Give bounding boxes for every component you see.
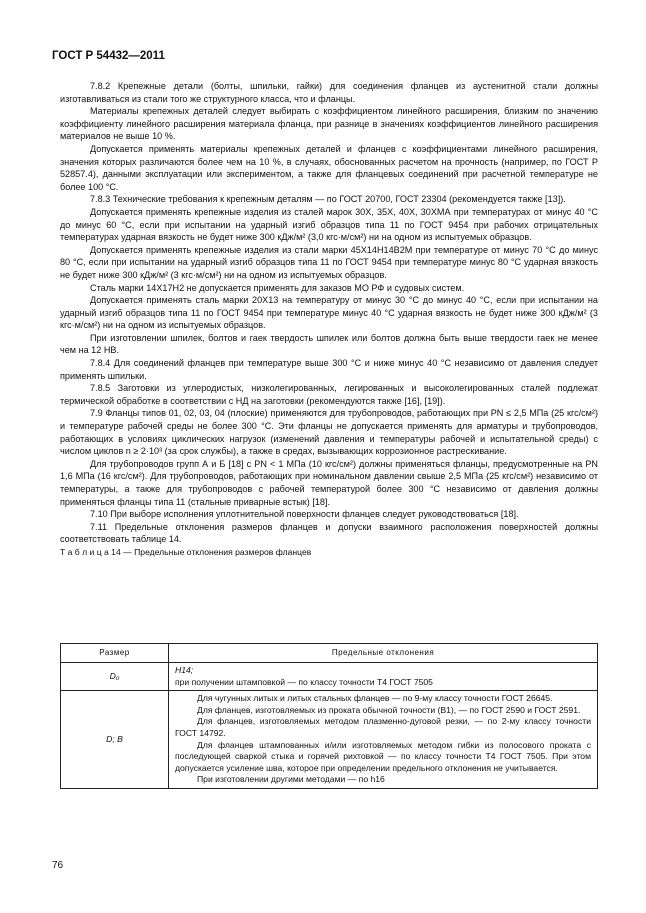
- paragraph: Допускается применять крепежные изделия из сталей марок 30Х, 35Х, 40Х, 30ХМА при температурах от минус 40 °С до минус 60 °С, если при испытании на ударный изгиб образцов типа 11 по ГОСТ 9454 при рабочих отрицательных температурах ударная вязкость не будет ниже 300 кДж/м² (3,0 кгс·м/см²) ни на одном из испытуемых образцов.: [60, 206, 598, 243]
- column-header-deviations: Предельные отклонения: [169, 644, 598, 663]
- cell-line: Для чугунных литых и литых стальных фланцев — по 9-му классу точности ГОСТ 26645.: [197, 693, 553, 704]
- paragraph: Допускается применять сталь марки 20Х13 на температуру от минус 30 °С до минус 40 °С, если при испытании на ударный изгиб образцов типа 11 по ГОСТ 9454 при температуре минус 40 °С ударная вязкость не будет ниже 300 кДж/м² (3 кгс·м/см²) ни на одном из испытуемых образцов.: [60, 295, 598, 331]
- document-header: ГОСТ Р 54432—2011: [52, 50, 165, 62]
- cell-line: Для фланцев, изготовляемых методом плазменно-дуговой резки, — по 2-му классу точности ГОСТ 14792.: [175, 716, 591, 738]
- paragraph: 7.8.3 Технические требования к крепежным деталям — по ГОСТ 20700, ГОСТ 23304 (рекомендуется также [13]).: [90, 194, 566, 205]
- column-header-size: Размер: [61, 644, 169, 663]
- paragraph: Материалы крепежных деталей следует выбирать с коэффициентом линейного расширения, близким по значению коэффициенту линейного расширения материала фланца, при разнице в значениях коэффициентов линейного расширения материалов не выше 10 %.: [60, 106, 598, 142]
- cell-line: При изготовлении другими методами — по h16: [197, 774, 385, 785]
- paragraph: Для трубопроводов групп А и Б [18] с PN < 1 МПа (10 кгс/см²) должны применяться фланцы, предусмотренные на PN 1,6 МПа (16 кгс/см²). Для трубопроводов, работающих при номинальном давлении свыше 2,5 МПа (25 кгс/см²) независимо от температуры, а также для трубопроводов с рабочей температурой более 300 °С независимо от давления должны применяться фланцы типа 11 (стальные приварные встык) [18].: [60, 458, 598, 507]
- paragraph: 7.9 Фланцы типов 01, 02, 03, 04 (плоские) применяются для трубопроводов, работающих при PN ≤ 2,5 МПа (25 кгс/см²) и температуре рабочей среды не более 300 °С. Эти фланцы не допускается применять для арматуры и трубопроводов, работающих в условиях циклических нагрузок (изменений давления и температуры рабочей и испытательной среды) с числом циклов n ≥ 2·10³ (за срок службы), а также в средах, вызывающих коррозионное растрескивание.: [60, 408, 598, 457]
- cell-line: H14;: [175, 665, 194, 675]
- table-row: [61, 691, 598, 789]
- deviation-cell: [169, 691, 598, 789]
- table-caption: Т а б л и ц а 14 — Предельные отклонения размеров фланцев: [60, 546, 312, 557]
- size-cell: D; B: [61, 691, 169, 789]
- cell-line: при получении штамповкой — по классу точности Т4 ГОСТ 7505: [175, 676, 433, 687]
- size-cell: D₀: [61, 663, 169, 691]
- paragraph: 7.8.2 Крепежные детали (болты, шпильки, гайки) для соединения фланцев из аустенитной стали должны изготавливаться из стали того же структурного класса, что и фланцы.: [60, 81, 598, 104]
- cell-line: Для фланцев, изготовляемых из проката обычной точности (В1), — по ГОСТ 2590 и ГОСТ 2591.: [197, 704, 581, 715]
- table-row: [61, 663, 598, 691]
- page-number: 76: [52, 860, 64, 871]
- document-body: [60, 80, 598, 559]
- table-header-row: [61, 644, 598, 663]
- paragraph: 7.11 Предельные отклонения размеров фланцев и допуски взаимного расположения поверхностей должны соответствовать таблице 14.: [60, 521, 598, 545]
- paragraph: 7.10 При выборе исполнения уплотнительной поверхности фланцев следует руководствоваться [18].: [90, 509, 519, 520]
- paragraph: 7.8.4 Для соединений фланцев при температуре выше 300 °С и ниже минус 40 °С независимо от давления следует применять шпильки.: [60, 358, 598, 381]
- deviations-table: [60, 643, 598, 789]
- cell-line: Для фланцев штампованных и/или изготовляемых методом гибки из полосового проката с последующей сваркой стыка и горячей рихтовкой — по классу точности Т4 ГОСТ 7505. При этом допускается усиление шва, которое при определении предельного отклонения не учитывается.: [175, 739, 591, 773]
- paragraph: Допускается применять материалы крепежных деталей и фланцев с коэффициентами линейного расширения, значения которых различаются более чем на 10 %, в случаях, обоснованных расчетом на прочность (например, по ГОСТ Р 52857.4), данными эксплуатации или экспериментом, а также для фланцевых соединений при расчетной температуре не более 100 °С.: [60, 143, 598, 192]
- deviation-cell: [169, 663, 598, 691]
- paragraph: Сталь марки 14Х17Н2 не допускается применять для заказов МО РФ и судовых систем.: [90, 282, 465, 293]
- paragraph: Допускается применять крепежные изделия из стали марки 45Х14Н14В2М при температуре от минус 70 °С до минус 80 °С, если при испытании на ударный изгиб образцов типа 11 по ГОСТ 9454 при температуре минус 80 °С ударная вязкость не будет ниже 300 кДж/м² (3 кгс·м/см²) ни на одном из испытуемых образцов.: [60, 244, 598, 280]
- paragraph: 7.8.5 Заготовки из углеродистых, низколегированных, легированных и высоколегированных сталей подлежат термической обработке в соответствии с НД на заготовки (рекомендуются также [16], [19]).: [60, 383, 598, 406]
- paragraph: При изготовлении шпилек, болтов и гаек твердость шпилек или болтов должна быть выше твердости гаек не менее чем на 12 НВ.: [60, 332, 598, 356]
